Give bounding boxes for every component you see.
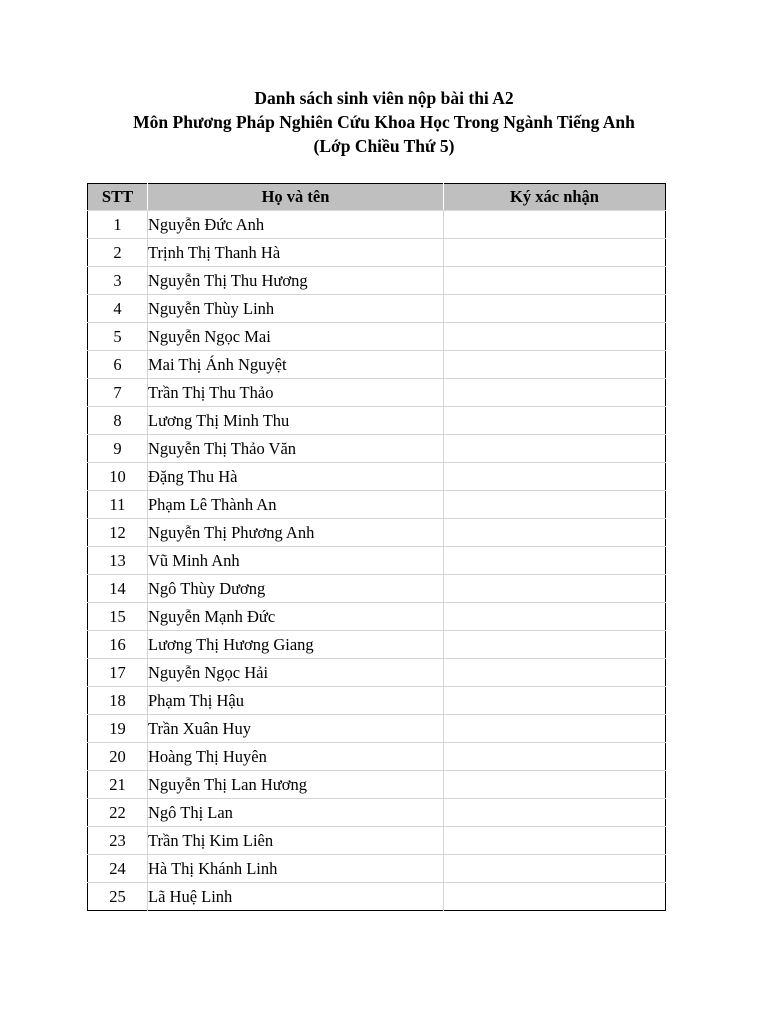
table-header — [88, 184, 666, 211]
row-stt: 16 — [88, 631, 148, 659]
row-student-name: Nguyễn Thị Thu Hương — [148, 267, 444, 295]
table-row — [88, 799, 666, 827]
table-row — [88, 547, 666, 575]
row-signature-cell[interactable] — [444, 351, 666, 379]
row-stt: 5 — [88, 323, 148, 351]
row-student-name: Ngô Thùy Dương — [148, 575, 444, 603]
row-signature-cell[interactable] — [444, 883, 666, 911]
row-stt: 20 — [88, 743, 148, 771]
row-signature-cell[interactable] — [444, 687, 666, 715]
table-row — [88, 715, 666, 743]
table-row — [88, 631, 666, 659]
table-row — [88, 519, 666, 547]
row-stt: 2 — [88, 239, 148, 267]
row-stt: 22 — [88, 799, 148, 827]
row-signature-cell[interactable] — [444, 659, 666, 687]
row-stt: 13 — [88, 547, 148, 575]
title-line-3: (Lớp Chiều Thứ 5) — [313, 136, 455, 156]
table-row — [88, 687, 666, 715]
row-stt: 6 — [88, 351, 148, 379]
row-signature-cell[interactable] — [444, 827, 666, 855]
row-stt: 4 — [88, 295, 148, 323]
table-row — [88, 211, 666, 239]
row-signature-cell[interactable] — [444, 631, 666, 659]
row-student-name: Phạm Lê Thành An — [148, 491, 444, 519]
row-stt: 19 — [88, 715, 148, 743]
row-student-name: Mai Thị Ánh Nguyệt — [148, 351, 444, 379]
row-stt: 9 — [88, 435, 148, 463]
row-student-name: Nguyễn Thị Phương Anh — [148, 519, 444, 547]
row-signature-cell[interactable] — [444, 715, 666, 743]
row-signature-cell[interactable] — [444, 379, 666, 407]
row-signature-cell[interactable] — [444, 771, 666, 799]
header-stt: STT — [88, 184, 148, 211]
table-row — [88, 379, 666, 407]
table-row — [88, 659, 666, 687]
row-signature-cell[interactable] — [444, 519, 666, 547]
table-body — [88, 211, 666, 911]
row-student-name: Lương Thị Hương Giang — [148, 631, 444, 659]
row-signature-cell[interactable] — [444, 295, 666, 323]
row-signature-cell[interactable] — [444, 799, 666, 827]
table-row — [88, 827, 666, 855]
row-stt: 15 — [88, 603, 148, 631]
row-signature-cell[interactable] — [444, 267, 666, 295]
row-stt: 10 — [88, 463, 148, 491]
row-signature-cell[interactable] — [444, 575, 666, 603]
row-stt: 18 — [88, 687, 148, 715]
row-student-name: Lã Huệ Linh — [148, 883, 444, 911]
row-student-name: Nguyễn Thùy Linh — [148, 295, 444, 323]
table-row — [88, 603, 666, 631]
table-row — [88, 323, 666, 351]
table-row — [88, 407, 666, 435]
table-row — [88, 239, 666, 267]
table-row — [88, 435, 666, 463]
table-row — [88, 883, 666, 911]
row-student-name: Nguyễn Thị Lan Hương — [148, 771, 444, 799]
row-student-name: Hoàng Thị Huyên — [148, 743, 444, 771]
row-signature-cell[interactable] — [444, 491, 666, 519]
row-stt: 21 — [88, 771, 148, 799]
header-row — [88, 184, 666, 211]
table-row — [88, 463, 666, 491]
row-stt: 8 — [88, 407, 148, 435]
header-name: Họ và tên — [148, 184, 444, 211]
row-stt: 23 — [88, 827, 148, 855]
title-line-2: Môn Phương Pháp Nghiên Cứu Khoa Học Trong Ngành Tiếng Anh — [133, 112, 635, 132]
row-stt: 7 — [88, 379, 148, 407]
row-student-name: Trịnh Thị Thanh Hà — [148, 239, 444, 267]
row-signature-cell[interactable] — [444, 211, 666, 239]
table-row — [88, 743, 666, 771]
row-student-name: Đặng Thu Hà — [148, 463, 444, 491]
student-roster-table — [87, 183, 666, 911]
row-signature-cell[interactable] — [444, 323, 666, 351]
row-student-name: Ngô Thị Lan — [148, 799, 444, 827]
header-signature: Ký xác nhận — [444, 184, 666, 211]
row-signature-cell[interactable] — [444, 547, 666, 575]
row-stt: 1 — [88, 211, 148, 239]
row-signature-cell[interactable] — [444, 239, 666, 267]
table-row — [88, 267, 666, 295]
row-stt: 25 — [88, 883, 148, 911]
row-stt: 17 — [88, 659, 148, 687]
title-line-1: Danh sách sinh viên nộp bài thi A2 — [254, 88, 514, 108]
row-student-name: Nguyễn Mạnh Đức — [148, 603, 444, 631]
table-row — [88, 491, 666, 519]
row-student-name: Nguyễn Thị Thảo Văn — [148, 435, 444, 463]
row-student-name: Trần Thị Thu Thảo — [148, 379, 444, 407]
table-row — [88, 855, 666, 883]
row-signature-cell[interactable] — [444, 603, 666, 631]
row-signature-cell[interactable] — [444, 435, 666, 463]
table-row — [88, 351, 666, 379]
row-stt: 11 — [88, 491, 148, 519]
row-stt: 24 — [88, 855, 148, 883]
row-student-name: Lương Thị Minh Thu — [148, 407, 444, 435]
row-stt: 14 — [88, 575, 148, 603]
row-student-name: Trần Xuân Huy — [148, 715, 444, 743]
table-row — [88, 575, 666, 603]
row-signature-cell[interactable] — [444, 743, 666, 771]
row-signature-cell[interactable] — [444, 855, 666, 883]
table-row — [88, 771, 666, 799]
row-stt: 3 — [88, 267, 148, 295]
row-signature-cell[interactable] — [444, 463, 666, 491]
table-row — [88, 295, 666, 323]
row-student-name: Vũ Minh Anh — [148, 547, 444, 575]
row-signature-cell[interactable] — [444, 407, 666, 435]
document-title — [0, 86, 768, 158]
row-student-name: Phạm Thị Hậu — [148, 687, 444, 715]
row-student-name: Nguyễn Ngọc Hải — [148, 659, 444, 687]
row-stt: 12 — [88, 519, 148, 547]
row-student-name: Trần Thị Kim Liên — [148, 827, 444, 855]
row-student-name: Nguyễn Ngọc Mai — [148, 323, 444, 351]
row-student-name: Nguyễn Đức Anh — [148, 211, 444, 239]
row-student-name: Hà Thị Khánh Linh — [148, 855, 444, 883]
